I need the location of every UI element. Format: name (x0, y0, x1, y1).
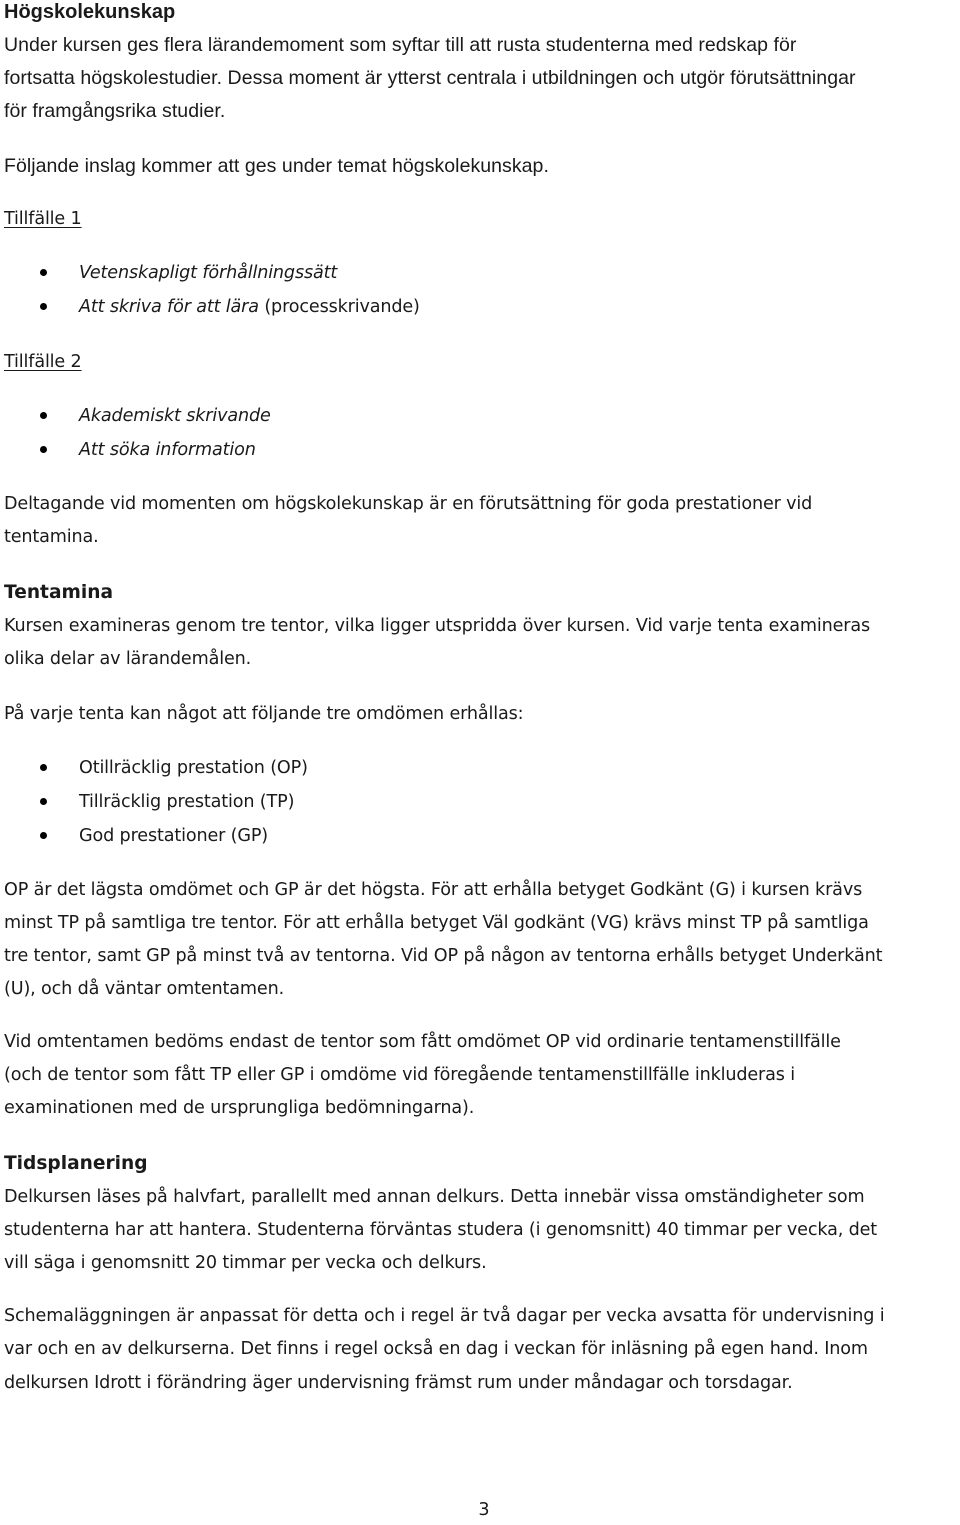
bullet-icon (40, 764, 47, 771)
paragraph-line: tre tentor, samt GP på minst två av tentorna. Vid OP på någon av tentorna erhålls betyget Underkänt (4, 946, 883, 966)
bullet-icon (40, 798, 47, 805)
list-item-text: God prestationer (GP) (79, 826, 269, 846)
paragraph-line: fortsatta högskolestudier. Dessa moment är ytterst centrala i utbildningen och utgör förutsättningar (4, 67, 856, 89)
list-item-text: Tillräcklig prestation (TP) (79, 792, 295, 812)
grades-intro: På varje tenta kan något att följande tre omdömen erhållas: (4, 704, 524, 724)
bullet-icon (40, 446, 47, 453)
section-heading-hogskolekunskap: Högskolekunskap (4, 1, 176, 23)
paragraph-line: Vid omtentamen bedöms endast de tentor som fått omdömet OP vid ordinarie tentamenstillfälle (4, 1032, 841, 1052)
list-item-text: Vetenskapligt förhållningssätt (79, 263, 338, 283)
paragraph-line: var och en av delkurserna. Det finns i regel också en dag i veckan för inläsning på egen hand. Inom (4, 1339, 868, 1359)
list-item-text: Akademiskt skrivande (79, 406, 271, 426)
list-item-text: Att söka information (79, 440, 256, 460)
paragraph-line: delkursen Idrott i förändring äger undervisning främst rum under måndagar och torsdagar. (4, 1373, 793, 1393)
list-item (0, 257, 960, 290)
occasion-2-label: Tillfälle 2 (4, 352, 82, 372)
bullet-icon (40, 269, 47, 276)
bullet-icon (40, 303, 47, 310)
list-item-text: Att skriva för att lära (processkrivande) (79, 297, 420, 317)
bullet-icon (40, 832, 47, 839)
paragraph-line: Under kursen ges flera lärandemoment som syftar till att rusta studenterna med redskap för (4, 34, 797, 56)
page-number: 3 (478, 1500, 490, 1520)
paragraph-line: olika delar av lärandemålen. (4, 649, 252, 669)
list-item (0, 434, 960, 467)
paragraph-line: (och de tentor som fått TP eller GP i omdöme vid föregående tentamenstillfälle inkluderas i (4, 1065, 795, 1085)
paragraph-line: (U), och då väntar omtentamen. (4, 979, 285, 999)
section-heading-tentamina: Tentamina (4, 582, 114, 603)
following-intro: Följande inslag kommer att ges under temat högskolekunskap. (4, 155, 549, 177)
list-item-text: Otillräcklig prestation (OP) (79, 758, 308, 778)
paragraph-line: tentamina. (4, 527, 99, 547)
paragraph-line: vill säga i genomsnitt 20 timmar per vecka och delkurs. (4, 1253, 487, 1273)
section-heading-tidsplanering: Tidsplanering (4, 1153, 148, 1174)
paragraph-line: Schemaläggningen är anpassat för detta och i regel är två dagar per vecka avsatta för undervisning i (4, 1306, 885, 1326)
paragraph-line: examinationen med de ursprungliga bedömningarna). (4, 1098, 475, 1118)
list-item (0, 820, 960, 853)
paragraph-line: minst TP på samtliga tre tentor. För att erhålla betyget Väl godkänt (VG) krävs minst TP på samtliga (4, 913, 869, 933)
paragraph-line: Deltagande vid momenten om högskolekunskap är en förutsättning för goda prestationer vid (4, 494, 813, 514)
list-item (0, 291, 960, 324)
list-item (0, 400, 960, 433)
paragraph-line: Delkursen läses på halvfart, parallellt med annan delkurs. Detta innebär vissa omständigheter som (4, 1187, 865, 1207)
bullet-icon (40, 412, 47, 419)
list-item (0, 752, 960, 785)
paragraph-line: Kursen examineras genom tre tentor, vilka ligger utspridda över kursen. Vid varje tenta examineras (4, 616, 870, 636)
list-item (0, 786, 960, 819)
paragraph-line: för framgångsrika studier. (4, 100, 226, 122)
paragraph-line: studenterna har att hantera. Studenterna förväntas studera (i genomsnitt) 40 timmar per vecka, det (4, 1220, 878, 1240)
occasion-1-label: Tillfälle 1 (4, 209, 82, 229)
paragraph-line: OP är det lägsta omdömet och GP är det högsta. För att erhålla betyget Godkänt (G) i kursen krävs (4, 880, 863, 900)
